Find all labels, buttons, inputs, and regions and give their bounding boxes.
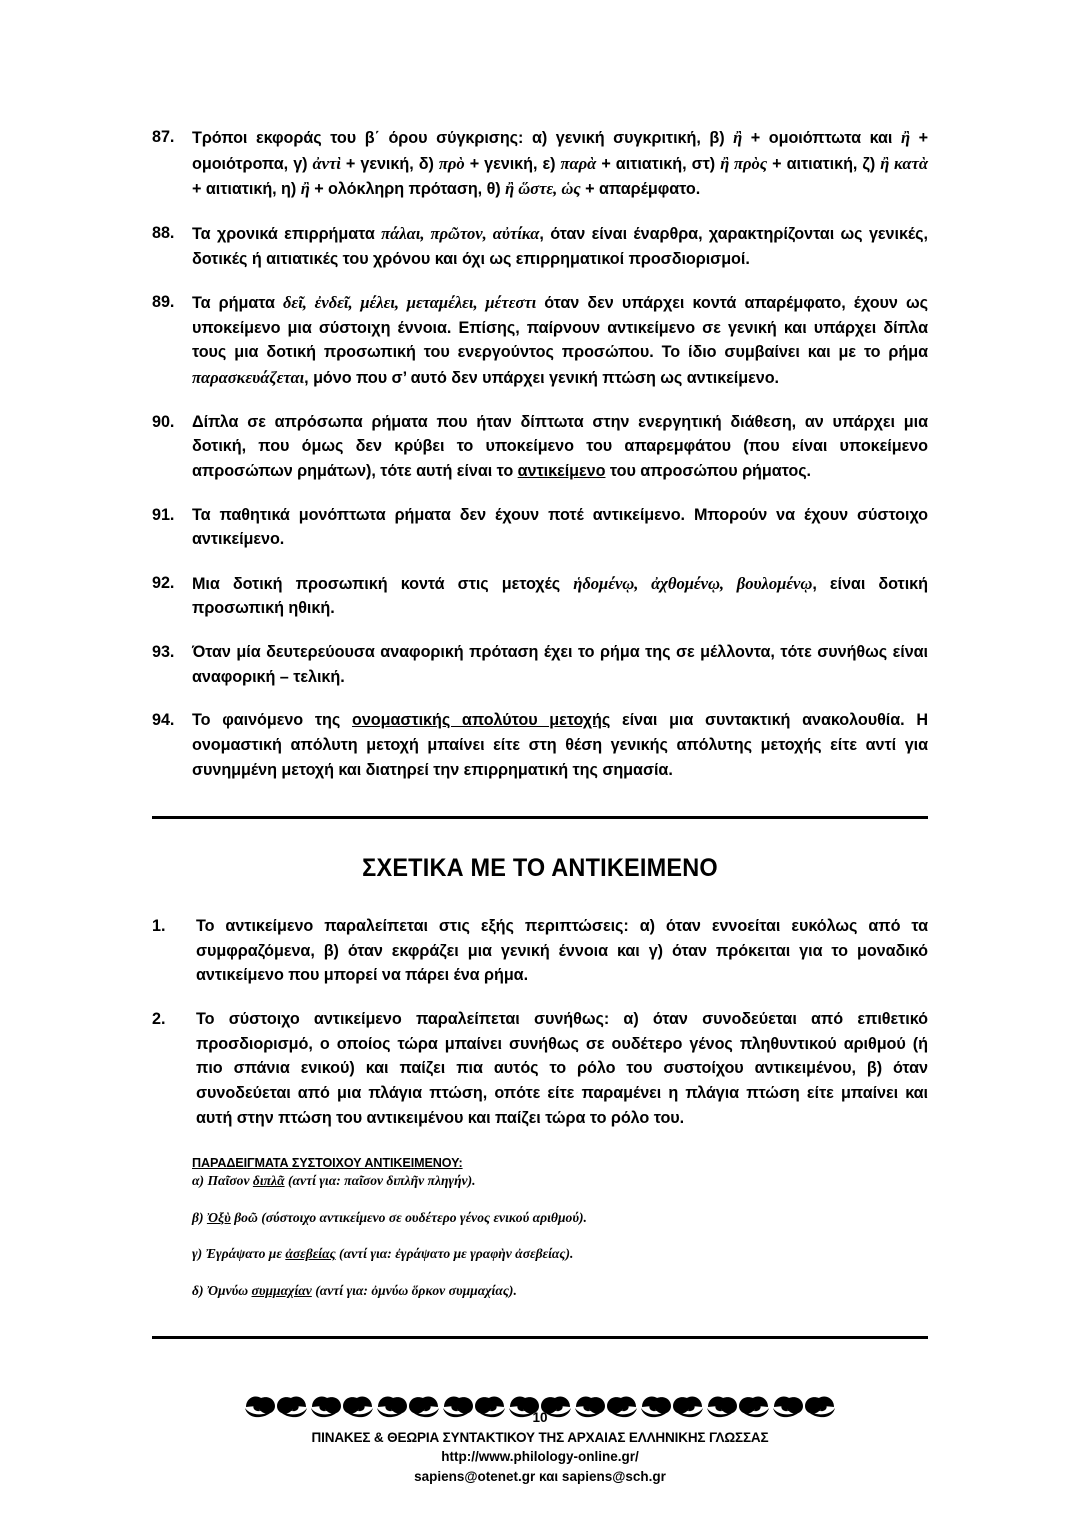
example-line: [192, 1172, 868, 1190]
text-run: + απαρέμφατο.: [580, 180, 701, 199]
underlined-term: ονομαστικής απολύτου μετοχής: [351, 711, 611, 730]
ancient-greek-term: πρὸ: [438, 153, 465, 173]
text-run: Δίπλα σε απρόσωπα ρήματα που ήταν δίπτωτα στην ενεργητική διάθεση, αν υπάρχει μια δοτική, που όμως δεν κρύβει το υποκείμενο του απαρεμφάτου (που είναι υποκείμενο απροσώπων ρημάτων), τότε αυτή είναι το: [192, 412, 928, 480]
rule-item: [152, 290, 928, 391]
underlined-term: διπλᾶ: [252, 1173, 285, 1189]
rule-item-number: 2.: [152, 1010, 166, 1028]
text-run: Το φαινόμενο της: [192, 711, 352, 730]
underlined-term: αντικείμενο: [517, 461, 606, 480]
rule-item: [152, 571, 928, 621]
rule-item: [152, 1007, 928, 1130]
page-content: [152, 0, 928, 1429]
ancient-greek-term: ἢ κατὰ: [880, 153, 928, 173]
underlined-term: Ὀξὺ: [206, 1209, 231, 1225]
ancient-greek-term: ἢ: [900, 128, 910, 147]
rules-list-section-a: [152, 125, 928, 782]
ancient-greek-term: πάλαι, πρῶτον, αὐτίκα: [381, 223, 540, 243]
text-run: Όταν μία δευτερεύουσα αναφορική πρόταση έχει το ρήμα της σε μέλλοντα, τότε συνήθως είναι αναφορική – τελική.: [192, 643, 928, 686]
text-run: + γενική, δ): [340, 154, 439, 173]
rule-item-number: 91.: [152, 505, 175, 524]
rule-item: [152, 410, 928, 484]
rule-item-text: [192, 221, 928, 271]
ancient-greek-term: παρὰ: [560, 153, 597, 173]
text-run: όταν δεν υπάρχει κοντά απαρέμφατο, έχουν ως υποκείμενο μια σύστοιχη έννοια. Επίσης, παίρνουν αντικείμενο σε γενική και υπάρχει δίπλα τους μια δοτική προσωπική του ενεργούντος προσώπου. Το ίδιο συμβαίνει και με το ρήμα: [192, 294, 928, 362]
rule-item-text: [196, 914, 928, 988]
rule-item: [152, 125, 928, 202]
text-run: , όταν είναι έναρθρα, χαρακτηρίζονται ως γενικές, δοτικές ή αιτιατικές του χρόνου και όχι ως επιρρηματικοί προσδιορισμοί.: [192, 224, 928, 268]
text-run: + αιτιατική, η): [192, 180, 301, 199]
rule-item-number: 94.: [152, 711, 175, 730]
rule-item: [152, 640, 928, 689]
text-run: + γενική, ε): [464, 154, 561, 173]
text-run: δ) Ὀμνύω: [192, 1283, 252, 1299]
examples-list: [192, 1172, 868, 1300]
text-run: βοῶ (σύστοιχο αντικείμενο σε ουδέτερο γένος ενικού αριθμού).: [230, 1209, 587, 1225]
text-run: Το αντικείμενο παραλείπεται στις εξής περιπτώσεις: α) όταν εννοείται ευκόλως από τα συμφραζόμενα, β) όταν εκφράζει μια γενική έννοια και γ) όταν πρόκειται για το μοναδικό αντικείμενο που μπορεί να πάρει ένα ρήμα.: [196, 917, 928, 985]
rule-item-text: [192, 290, 928, 391]
rule-item-number: 87.: [152, 128, 175, 146]
ancient-greek-term: ἢ: [733, 128, 743, 147]
text-run: + ομοιότροπα, γ): [192, 129, 928, 173]
text-run: Τα παθητικά μονόπτωτα ρήματα δεν έχουν ποτέ αντικείμενο. Μπορούν να έχουν σύστοιχο αντικείμενο.: [192, 505, 928, 549]
text-run: Τρόποι εκφοράς του β΄ όρου σύγκρισης: α) γενική συγκριτική, β): [192, 129, 734, 147]
text-run: + ομοιόπτωτα και: [742, 129, 901, 147]
section-divider-bottom: [152, 1336, 928, 1339]
text-run: (αντί για: ἐγράψατο με γραφὴν ἀσεβείας).: [335, 1246, 574, 1262]
section-divider-top: [152, 816, 928, 819]
footer-doc-title: ΠΙΝΑΚΕΣ & ΘΕΩΡΙΑ ΣΥΝΤΑΚΤΙΚΟΥ ΤΗΣ ΑΡΧΑΙΑΣ ΕΛΛΗΝΙΚΗΣ ΓΛΩΣΣΑΣ: [311, 1429, 769, 1445]
rule-item-number: 92.: [152, 573, 175, 592]
rules-list-section-b: [152, 914, 928, 1130]
rule-item: [152, 503, 928, 552]
rule-item: [152, 708, 928, 782]
text-run: , μόνο που σ’ αυτό δεν υπάρχει γενική πτώση ως αντικείμενο.: [304, 369, 779, 387]
ancient-greek-term: δεῖ, ἐνδεῖ, μέλει, μεταμέλει, μέτεστι: [282, 293, 537, 313]
section-heading: ΣΧΕΤΙΚΑ ΜΕ ΤΟ ΑΝΤΙΚΕΙΜΕΝΟ: [362, 854, 718, 883]
rule-item-text: [192, 708, 928, 782]
text-run: + ολόκληρη πρόταση, θ): [309, 180, 506, 199]
text-run: γ) Ἐγράψατο με: [192, 1246, 286, 1262]
rule-item-number: 93.: [152, 643, 175, 661]
example-line: [192, 1209, 868, 1227]
text-run: είναι μια συντακτική ανακολουθία. Η ονομαστική απόλυτη μετοχή μπαίνει είτε στη θέση γενικής απόλυτης μετοχής είτε αντί για συνημμένη μετοχή και διατηρεί την επιρρηματική της σημασία.: [192, 711, 928, 779]
examples-title: ΠΑΡΑΔΕΙΓΜΑΤΑ ΣΥΣΤΟΙΧΟΥ ΑΝΤΙΚΕΙΜΕΝΟΥ:: [192, 1156, 463, 1171]
rule-item: [152, 221, 928, 271]
rule-item-number: 90.: [152, 412, 175, 431]
text-run: Το σύστοιχο αντικείμενο παραλείπεται συνήθως: α) όταν συνοδεύεται από επιθετικό προσδιορισμό, ο οποίος τώρα μπαίνει συνήθως σε ουδέτερο γένος πληθυντικού αριθμού (ή πιο σπάνια ενικού) και παίζει πια αυτός το ρόλο του συστοίχου αντικειμένου, β) όταν συνοδεύεται από μια πλάγια πτώση, οπότε είτε παραμένει η πλάγια πτώση είτε μπαίνει και αυτή στην πτώση του αντικειμένου και παίζει τώρα το ρόλο του.: [196, 1010, 928, 1127]
rule-item: [152, 914, 928, 988]
text-run: α) Παῖσον: [192, 1173, 253, 1189]
text-run: (αντί για: παῖσον διπλῆν πληγήν).: [284, 1173, 476, 1189]
text-run: , είναι δοτική προσωπική ηθική.: [192, 574, 928, 618]
ancient-greek-term: παρασκευάζεται: [192, 368, 305, 387]
underlined-term: συμμαχίαν: [251, 1283, 312, 1299]
rule-item-text: [196, 1007, 928, 1130]
rule-item-text: [192, 125, 928, 202]
rule-item-number: 88.: [152, 223, 175, 242]
text-run: Τα χρονικά επιρρήματα: [192, 224, 382, 243]
footer-site-url[interactable]: http://www.philology-online.gr/: [441, 1449, 639, 1465]
examples-block: [152, 1156, 928, 1300]
page-footer: [0, 1408, 1080, 1488]
text-run: (αντί για: ὀμνύω ὅρκον συμμαχίας).: [311, 1283, 517, 1299]
text-run: + αιτιατική, ζ): [767, 154, 881, 173]
rule-item-number: 89.: [152, 293, 175, 312]
rule-item-text: [192, 503, 928, 552]
example-line: [192, 1245, 868, 1263]
text-run: του απροσώπου ρήματος.: [605, 461, 812, 480]
ancient-greek-term: ἢ ὥστε, ὡς: [505, 179, 581, 199]
ancient-greek-term: ἢ: [300, 179, 310, 199]
ancient-greek-term: ἀντὶ: [312, 153, 341, 173]
rule-item-text: [192, 410, 928, 484]
text-run: Μια δοτική προσωπική κοντά στις μετοχές: [192, 574, 574, 593]
ancient-greek-term: ἡδομένῳ, ἀχθομένῳ, βουλομένῳ: [573, 573, 813, 593]
underlined-term: ἀσεβείας: [285, 1246, 336, 1262]
example-line: [192, 1282, 868, 1300]
text-run: + αιτιατική, στ): [596, 154, 721, 173]
text-run: Τα ρήματα: [192, 294, 283, 313]
rule-item-number: 1.: [152, 917, 166, 936]
footer-page-number: 10: [532, 1410, 548, 1425]
rule-item-text: [192, 571, 928, 621]
rule-item-text: [192, 640, 928, 689]
footer-contact[interactable]: sapiens@otenet.gr και sapiens@sch.gr: [414, 1469, 666, 1485]
ancient-greek-term: ἢ πρὸς: [720, 153, 768, 173]
text-run: β): [192, 1209, 207, 1225]
